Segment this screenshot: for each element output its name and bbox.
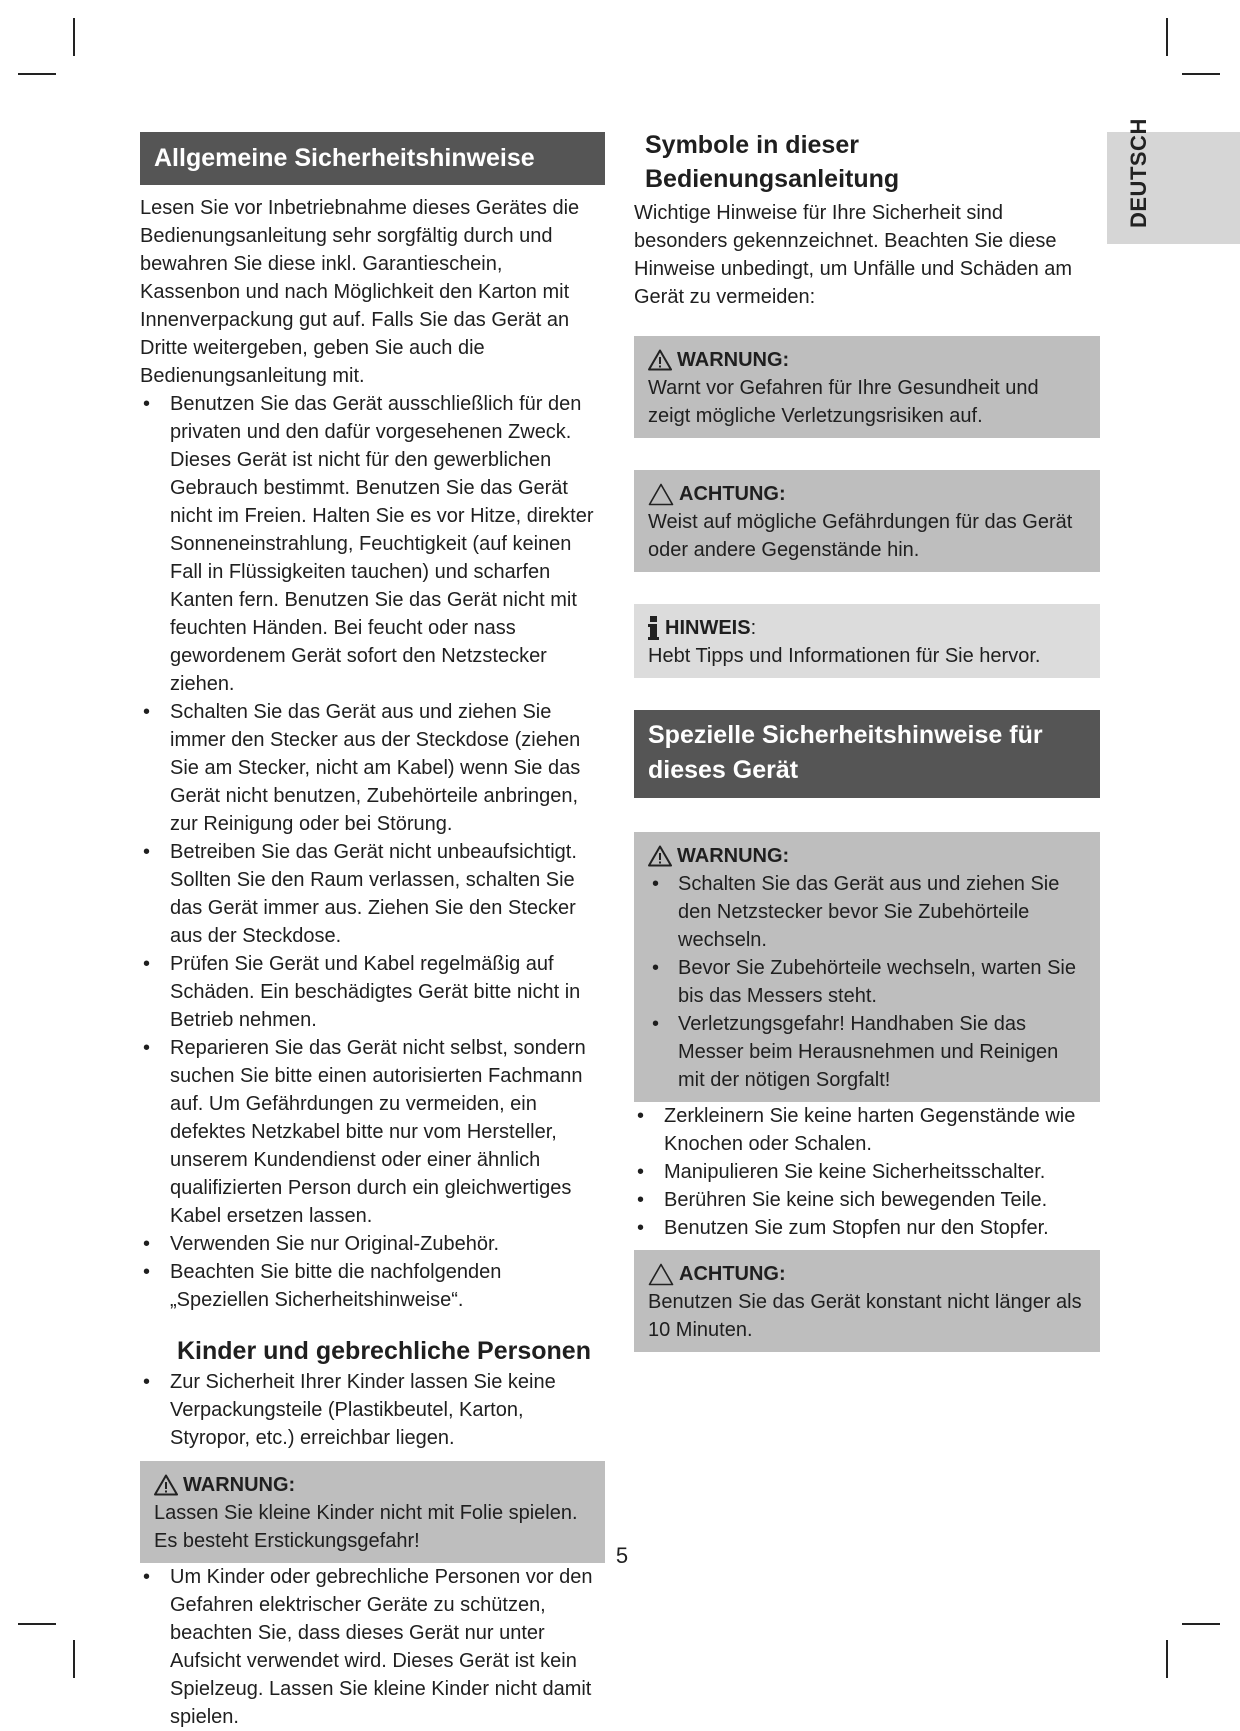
section-title-speziell: Spezielle Sicherheitshinweise für dieses Gerät [634,710,1100,798]
achtung-text: Weist auf mögliche Gefährdungen für das Gerät oder andere Gegenstände hin. [648,511,1073,561]
symbol-warnung-box [634,336,1100,438]
left-column [140,132,605,1731]
list-item: • Benutzen Sie das Gerät ausschließlich für den privaten und den dafür vorgesehenen Zweck. Dieses Gerät ist nicht für den gewerblichen Gebrauch bestimmt. Benutzen Sie das Gerät nicht im Freien. Halten Sie es vor Hitze, direkter Sonneneinstrahlung, Feuchtigkeit (auf keinen Fall in Flüssigkeiten tauchen) und scharfen Kanten fern. Benutzen Sie das Gerät nicht mit feuchten Händen. Bei feucht oder nass gewordenem Gerät sofort den Netzstecker ziehen. [140,390,605,698]
list-item: • Verletzungsgefahr! Handhaben Sie das Messer beim Herausnehmen und Reinigen mit der nötigen Sorgfalt! [648,1010,1086,1094]
speziell-warning-list [648,870,1086,1094]
intro-paragraph: Lesen Sie vor Inbetriebnahme dieses Gerätes die Bedienungsanleitung sehr sorgfältig durch und bewahren Sie diese inkl. Garantieschein, Kassenbon und nach Möglichkeit den Karton mit Innenverpackung gut auf. Falls Sie das Gerät an Dritte weitergeben, geben Sie auch die Bedienungsanleitung mit. [140,197,580,387]
info-icon [648,616,660,640]
warnung-text: Warnt vor Gefahren für Ihre Gesundheit und zeigt mögliche Verletzungsrisiken auf. [648,377,1039,427]
language-tab-label: DEUTSCH [1126,118,1151,228]
crop-mark [18,73,56,75]
warning-box [140,1461,605,1563]
achtung-text: Benutzen Sie das Gerät konstant nicht länger als 10 Minuten. [648,1291,1082,1341]
speziell-list [634,1102,1100,1242]
speziell-warning-box [634,832,1100,1102]
list-item: • Berühren Sie keine sich bewegenden Teile. [634,1186,1100,1214]
crop-mark [1182,73,1220,75]
kinder-list [140,1368,605,1452]
list-item: • Benutzen Sie zum Stopfen nur den Stopfer. [634,1214,1100,1242]
list-item: • Bevor Sie Zubehörteile wechseln, warten Sie bis das Messers steht. [648,954,1086,1010]
warning-text: Lassen Sie kleine Kinder nicht mit Folie spielen. Es besteht Erstickungsgefahr! [154,1502,578,1552]
list-item: • Prüfen Sie Gerät und Kabel regelmäßig auf Schäden. Ein beschädigtes Gerät bitte nicht in Betrieb nehmen. [140,950,605,1034]
warning-triangle-icon [648,845,672,867]
kinder-list-after [140,1563,605,1731]
list-item: • Zerkleinern Sie keine harten Gegenstände wie Knochen oder Schalen. [634,1102,1100,1158]
hinweis-title: HINWEIS [665,617,751,639]
list-item: • Reparieren Sie das Gerät nicht selbst, sondern suchen Sie bitte einen autorisierten Fachmann auf. Um Gefährdungen zu vermeiden, ein defektes Netzkabel bitte nur vom Hersteller, unserem Kundendienst oder einer ähnlich qualifizierten Person durch ein gleichwertiges Kabel ersetzen lassen. [140,1034,605,1230]
speziell-achtung-box [634,1250,1100,1352]
symbol-hinweis-box [634,604,1100,678]
hinweis-colon: : [750,617,757,639]
section-title-kinder: Kinder und gebrechliche Personen [177,1337,591,1365]
list-item: • Schalten Sie das Gerät aus und ziehen Sie immer den Stecker aus der Steckdose (ziehen Sie am Stecker, nicht am Kabel) wenn Sie das Gerät nicht benutzen, Zubehörteile anbringen, zur Reinigung oder bei Störung. [140,698,605,838]
list-item: • Schalten Sie das Gerät aus und ziehen Sie den Netzstecker bevor Sie Zubehörteile wechseln. [648,870,1086,954]
symbole-intro: Wichtige Hinweise für Ihre Sicherheit sind besonders gekennzeichnet. Beachten Sie diese Hinweise unbedingt, um Unfälle und Schäden am Gerät zu vermeiden: [634,202,1073,308]
achtung-title: ACHTUNG: [679,1263,786,1285]
warning-triangle-icon [154,1474,178,1496]
section-title-allgemeine: Allgemeine Sicherheitshinweise [140,132,605,185]
crop-mark [1166,1640,1168,1678]
list-item: • Verwenden Sie nur Original-Zubehör. [140,1230,605,1258]
caution-triangle-icon [648,483,674,506]
list-item: • Beachten Sie bitte die nachfolgenden „Speziellen Sicherheitshinweise“. [140,1258,605,1314]
achtung-title: ACHTUNG: [679,483,786,505]
language-tab [1107,118,1240,244]
list-item: • Um Kinder oder gebrechliche Personen vor den Gefahren elektrischer Geräte zu schützen, beachten Sie, dass dieses Gerät nur unter Aufsicht verwendet wird. Dieses Gerät ist kein Spielzeug. Lassen Sie kleine Kinder nicht damit spielen. [140,1563,605,1731]
section-title-symbole: Symbole in dieser Bedienungsanleitung [645,131,900,193]
crop-mark [1182,1623,1220,1625]
right-column [634,128,1100,1352]
caution-triangle-icon [648,1263,674,1286]
list-item: • Manipulieren Sie keine Sicherheitsschalter. [634,1158,1100,1186]
warning-title: WARNUNG: [677,845,790,867]
crop-mark [73,18,75,56]
crop-mark [18,1623,56,1625]
page-number: 5 [615,1543,629,1568]
warning-title: WARNUNG: [183,1474,296,1496]
crop-mark [1166,18,1168,56]
warnung-title: WARNUNG: [677,349,790,371]
general-safety-list [140,390,605,1314]
symbol-achtung-box [634,470,1100,572]
warning-triangle-icon [648,349,672,371]
crop-mark [73,1640,75,1678]
hinweis-text: Hebt Tipps und Informationen für Sie hervor. [648,645,1041,667]
list-item: • Zur Sicherheit Ihrer Kinder lassen Sie keine Verpackungsteile (Plastikbeutel, Karton, Styropor, etc.) erreichbar liegen. [140,1368,605,1452]
list-item: • Betreiben Sie das Gerät nicht unbeaufsichtigt. Sollten Sie den Raum verlassen, schalten Sie das Gerät immer aus. Ziehen Sie den Stecker aus der Steckdose. [140,838,605,950]
